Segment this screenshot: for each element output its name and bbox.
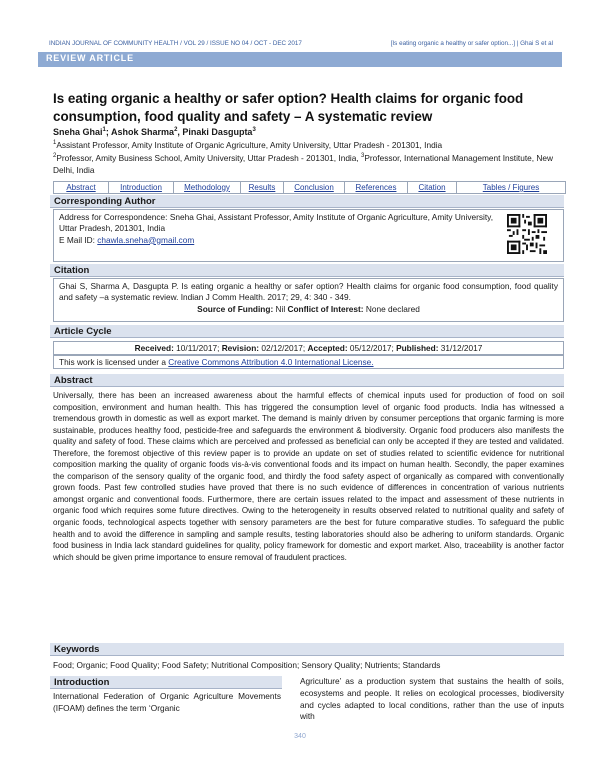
nav-link-results[interactable]: Results [241, 182, 284, 193]
nav-link-introduction[interactable]: Introduction [109, 182, 174, 193]
citation-box [53, 278, 564, 322]
affiliation-2-3 [53, 153, 563, 176]
abstract-text: Universally, there has been an increased awareness about the harmful effects of chemical inputs used for production of food on soil composition, environment and human health. This has triggered the consumption level of organic food products. India has witnessed a tremendous growth in domestic as well as export market. The demand is mainly driven by consumer perceptions that organic farming is more sustainable, produces healthy food, pesticide-free and safeguards the environment & biodiversity. Organic food producers also manifests the quality and safety of food. These claims which are perceived and professed as beneficial can only be accepted if they are tested and validated. Therefore, the foremost objective of this review paper is to provide an update on set of studies related to scientific evidence for nutritional composition marking the quality of organic foods vis-à-vis conventional foods and its impact on human health. Secondly, the paper examines the comparison of the sensory quality of the organic food, and thirdly the food safety aspect of organically as compared with conventionally grown foods. Past few controlled studies have proved that there is no such evidence of differences in concentration of various nutrients amongst organic and conventional foods. Furthermore, there are certain issues related to the impact and assessment of these nutrients in organic food which requires some future directives. Owing to the heterogeneity in results observed related to nutritional quality and safety of organic foods, technological aspects together with sensory parameters are the best for future comparative studies. To safeguard the public health and to avoid the difference in sampling and sample results, testing laboratories should also be adhering to uniform standards. Organic food business in India lack standard guidelines for quality, policy framework for domestic and export market. Also, traceability is another factor which should be given prime importance to ensure removal of fraudulent practices. [53, 391, 564, 562]
keywords-heading: Keywords [50, 643, 564, 656]
revision-date: 02/12/2017; [259, 343, 308, 353]
introduction-heading: Introduction [50, 676, 282, 689]
correspondence-address: Address for Correspondence: Sneha Ghai, Assistant Professor, Amity Institute of Organic Agriculture, Amity University, Uttar Pradesh, 201301, India [59, 212, 493, 234]
received-date: 10/11/2017; [173, 343, 222, 353]
article-cycle-heading: Article Cycle [50, 325, 564, 338]
conflict-label: Conflict of Interest: [287, 303, 364, 314]
funding-value: Nil [273, 303, 288, 314]
abstract-heading: Abstract [50, 374, 564, 387]
received-label: Received: [134, 343, 174, 353]
author-sup: 1 [102, 127, 106, 133]
conflict-value: None declared [363, 303, 420, 314]
funding-label: Source of Funding: [197, 303, 274, 314]
article-type-band [38, 52, 562, 67]
article-type-label: REVIEW ARTICLE [46, 53, 134, 63]
introduction-left-column: International Federation of Organic Agriculture Movements (IFOAM) defines the term ‘Organic [53, 691, 281, 713]
author-name: Sneha Ghai [53, 127, 103, 137]
citation-text: Ghai S, Sharma A, Dasgupta P. Is eating organic a healthy or safer option? Health claims for organic food consumption, food quality and safety –a systematic review. Indian J Comm Health. 2017; 29, 4: 340 - 349. [59, 281, 558, 303]
citation-heading: Citation [50, 264, 564, 277]
introduction-right-column: Agriculture’ as a production system that sustains the health of soils, ecosystems and people. It relies on ecological processes, biodiversity and cycles adapted to local conditions, rather than the use of inputs with [300, 676, 564, 722]
affiliation-text: Assistant Professor, Amity Institute of Organic Agriculture, Amity University, Uttar Pradesh - 201301, India [56, 140, 443, 150]
article-cycle-dates [53, 341, 564, 355]
nav-link-citation[interactable]: Citation [408, 182, 457, 193]
email-label: E Mail ID: [59, 234, 98, 245]
keywords-text: Food; Organic; Food Quality; Food Safety; Nutritional Composition; Sensory Quality; Nutrients; Standards [53, 660, 441, 670]
page-number: 340 [294, 733, 306, 740]
affiliation-sup: 1 [53, 140, 57, 147]
running-header-journal: INDIAN JOURNAL OF COMMUNITY HEALTH / VOL 29 / ISSUE NO 04 / OCT - DEC 2017 [49, 40, 302, 47]
revision-label: Revision: [221, 343, 260, 353]
author-name: Pinaki Dasgupta [182, 127, 253, 137]
email-link[interactable]: chawla.sneha@gmail.com [97, 234, 195, 245]
nav-link-tables-figures[interactable]: Tables / Figures [482, 183, 540, 192]
nav-link-conclusion[interactable]: Conclusion [284, 182, 345, 193]
running-header-title: [Is eating organic a healthy or safer option...] | Ghai S et al [390, 40, 553, 47]
author-sup: 3 [252, 127, 256, 133]
nav-link-abstract[interactable]: Abstract [54, 182, 109, 193]
affiliation-sup: 3 [361, 153, 365, 160]
affiliation-text: Professor, Amity Business School, Amity University, Uttar Pradesh - 201301, India, [56, 153, 362, 163]
license-link[interactable]: Creative Commons Attribution 4.0 International License. [168, 357, 374, 367]
affiliation-sup: 2 [53, 153, 57, 160]
affiliation-text: Professor, International Management Institute, New Delhi, India [53, 153, 553, 175]
published-label: Published: [396, 343, 439, 353]
paper-title: Is eating organic a healthy or safer option? Health claims for organic food consumption, food quality and safety – A systematic review [53, 91, 524, 124]
license-line [53, 355, 564, 369]
accepted-label: Accepted: [307, 343, 348, 353]
license-prefix: This work is licensed under a [59, 357, 169, 367]
corresponding-author-box [53, 209, 564, 262]
qr-code-icon [507, 214, 547, 254]
accepted-date: 05/12/2017; [347, 343, 397, 353]
funding-line [59, 304, 558, 315]
affiliation-1 [53, 140, 563, 152]
section-nav [53, 181, 566, 194]
author-name: Ashok Sharma [111, 127, 175, 137]
correspondence-email-line [59, 235, 493, 246]
nav-link-methodology[interactable]: Methodology [174, 182, 241, 193]
published-date: 31/12/2017 [438, 343, 483, 353]
nav-link-references[interactable]: References [345, 182, 408, 193]
author-sup: 2 [174, 127, 178, 133]
corresponding-author-heading: Corresponding Author [50, 195, 564, 208]
author-list: Sneha Ghai$^1$; Ashok Sharma$^2$, Pinaki Dasgupta$^3$ [53, 127, 256, 137]
